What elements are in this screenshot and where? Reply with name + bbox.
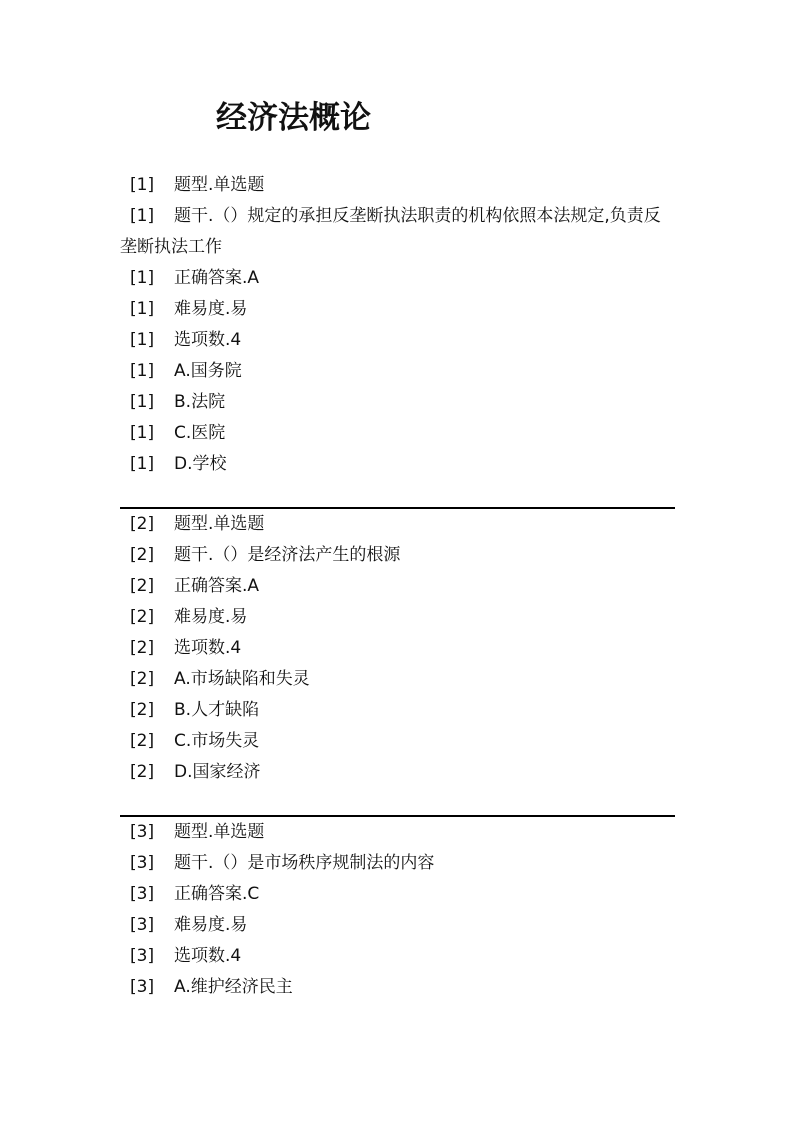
document-title: 经济法概论 [216, 100, 371, 136]
question-line [120, 633, 675, 664]
option-c: C.医院 [174, 423, 226, 443]
question-number: [3] [130, 946, 155, 966]
question-line [120, 757, 675, 788]
question-line [120, 972, 675, 1003]
option-count: 选项数.4 [174, 638, 242, 658]
question-line [120, 571, 675, 602]
option-a: A.市场缺陷和失灵 [174, 669, 310, 689]
question-line [120, 540, 675, 571]
question-number: [2] [130, 762, 155, 782]
question-block-3 [120, 817, 675, 1003]
question-stem: 题干.（）是经济法产生的根源 [174, 545, 401, 565]
difficulty: 难易度.易 [174, 299, 248, 319]
question-number: [3] [130, 977, 155, 997]
question-block-1 [120, 170, 675, 480]
question-list [120, 170, 675, 1003]
question-number: [1] [130, 423, 155, 443]
option-count: 选项数.4 [174, 946, 242, 966]
question-number: [3] [130, 884, 155, 904]
question-line [120, 356, 675, 387]
question-line [120, 879, 675, 910]
correct-answer: 正确答案.C [174, 884, 260, 904]
question-line [120, 170, 675, 201]
question-number: [1] [130, 299, 155, 319]
question-number: [2] [130, 669, 155, 689]
option-b: B.人才缺陷 [174, 700, 260, 720]
question-number: [3] [130, 853, 155, 873]
question-line [120, 325, 675, 356]
question-number: [3] [130, 915, 155, 935]
correct-answer: 正确答案.A [174, 576, 260, 596]
correct-answer: 正确答案.A [174, 268, 260, 288]
option-b: B.法院 [174, 392, 226, 412]
question-line [120, 726, 675, 757]
option-count: 选项数.4 [174, 330, 242, 350]
question-number: [2] [130, 700, 155, 720]
question-line [120, 418, 675, 449]
question-number: [2] [130, 607, 155, 627]
question-line [120, 509, 675, 540]
option-c: C.市场失灵 [174, 731, 260, 751]
question-type: 题型.单选题 [174, 514, 265, 534]
question-type: 题型.单选题 [174, 822, 265, 842]
question-line [120, 664, 675, 695]
question-type: 题型.单选题 [174, 175, 265, 195]
question-line [120, 201, 675, 263]
question-number: [2] [130, 514, 155, 534]
question-line [120, 695, 675, 726]
question-number: [1] [130, 330, 155, 350]
option-d: D.国家经济 [174, 762, 261, 782]
question-stem: 题干.（）规定的承担反垄断执法职责的机构依照本法规定,负责反垄断执法工作 [120, 206, 661, 257]
question-number: [1] [130, 392, 155, 412]
option-a: A.国务院 [174, 361, 242, 381]
question-line [120, 910, 675, 941]
question-line [120, 294, 675, 325]
difficulty: 难易度.易 [174, 607, 248, 627]
question-number: [1] [130, 361, 155, 381]
question-line [120, 263, 675, 294]
question-line [120, 941, 675, 972]
question-line [120, 848, 675, 879]
question-stem: 题干.（）是市场秩序规制法的内容 [174, 853, 435, 873]
question-line [120, 387, 675, 418]
question-block-2 [120, 509, 675, 788]
difficulty: 难易度.易 [174, 915, 248, 935]
question-number: [1] [130, 454, 155, 474]
question-number: [1] [130, 206, 155, 226]
question-number: [2] [130, 731, 155, 751]
option-d: D.学校 [174, 454, 227, 474]
question-number: [2] [130, 576, 155, 596]
option-a: A.维护经济民主 [174, 977, 293, 997]
question-line [120, 602, 675, 633]
question-line [120, 817, 675, 848]
question-number: [3] [130, 822, 155, 842]
question-number: [2] [130, 545, 155, 565]
question-number: [1] [130, 175, 155, 195]
question-number: [2] [130, 638, 155, 658]
question-number: [1] [130, 268, 155, 288]
question-line [120, 449, 675, 480]
